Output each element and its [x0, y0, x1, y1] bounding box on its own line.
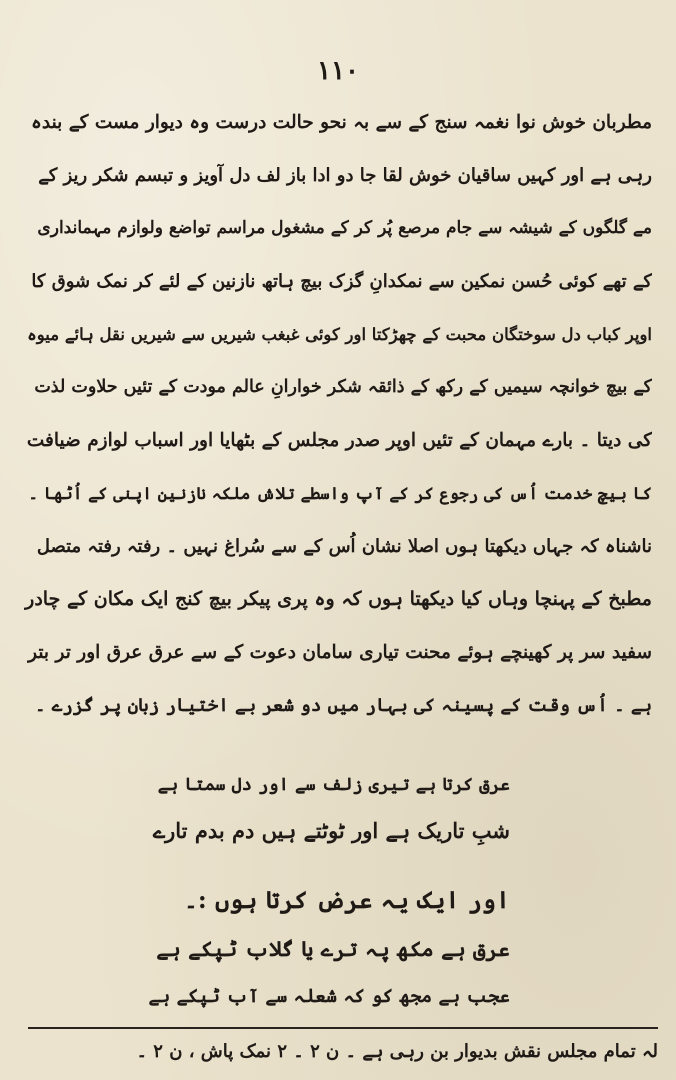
footnote-divider: [28, 1027, 658, 1029]
verse-line: شبِ تاریک ہے اور ٹوٹتے ہیں دم بدم تارے: [152, 818, 510, 843]
text-line: مے گلگوں کے شیشہ سے جام مرصع پُر کر کے مشغول مراسم تواضع ولوازم مہمانداری: [37, 218, 652, 238]
body-text: [24, 96, 652, 732]
text-line: ناشناہ کہ جہاں دیکھتا ہوں اصلا نشان اُس کے سے سُراغ نہیں ۔ رفتہ رفتہ متصل: [36, 536, 652, 557]
verse-block: [150, 762, 510, 854]
text-line: کے تھے کوئی حُسن نمکین سے نمکدانِ گزک بیچ ہاتھ نازنین کے لئے کر نمک شوق کا: [31, 271, 652, 292]
text-line: سفید سر پر کھینچے ہوئے محنت تیاری سامان دعوت کے سے عرق عرق اور تر بتر: [28, 642, 652, 663]
text-line: رہی ہے اور کہیں ساقیان خوش لقا جا دو ادا باز لف دل آویز و تبسم شکر ریز کے: [38, 165, 652, 186]
text-line: کی دیتا ۔ بارے مہمان کے تئیں اوپر صدر مجلس کے بٹھایا اور اسباب لوازم ضیافت: [26, 430, 652, 451]
text-line: کا بیچ خدمت اُس کی رجوع کر کے آپ واسطے تلاش ملکہ نازنین اپنی کے اُٹھا ۔: [28, 484, 652, 503]
couplet-line: عرق ہے مکھ پہ ترے یا گلاب ٹپکے ہے: [156, 936, 510, 961]
couplet-block: [150, 925, 510, 1021]
text-line: مطبخ کے پہنچا وہاں کیا دیکھتا ہوں کہ وہ پری پیکر بیچ کنج ایک مکان کے چادر: [25, 588, 652, 610]
couplet-line: عجب ہے مجھ کو کہ شعلہ سے آب ٹپکے ہے: [148, 986, 510, 1007]
page-number: ۱۱۰: [317, 56, 359, 86]
text-line: کے بیچ خوانچہ سیمیں کے رکھ کے ذائقہ شکر خوارانِ عالم مودت کے تئیں حلاوت لذت: [34, 377, 652, 397]
verse-line: عرق کرتا ہے تیری زلف سے اور دل سمتا ہے: [157, 775, 510, 795]
text-line: ہے ۔ اُس وقت کے پسینہ کی بہار میں دو شعر بے اختیار زبان پر گزرے ۔: [34, 695, 652, 716]
verse-intro: اور ایک یہ عرض کرتا ہوں :۔: [183, 885, 510, 914]
text-line: اوپر کباب دل سوختگان محبت کے چھڑکتا اور کوئی غبغب شیریں سے شیریں نقل ہائے میوہ: [27, 325, 652, 344]
footnote: لہ تمام مجلس نقش بدیوار بن رہی ہے ۔ ن ۲ ۔ ٢ نمک پاش ، ن ۲ ۔: [136, 1041, 658, 1062]
text-line: مطربان خوش نوا نغمہ سنج کے سے بہ نحو حالت درست وہ دیوار مست کے بندہ: [31, 112, 652, 133]
